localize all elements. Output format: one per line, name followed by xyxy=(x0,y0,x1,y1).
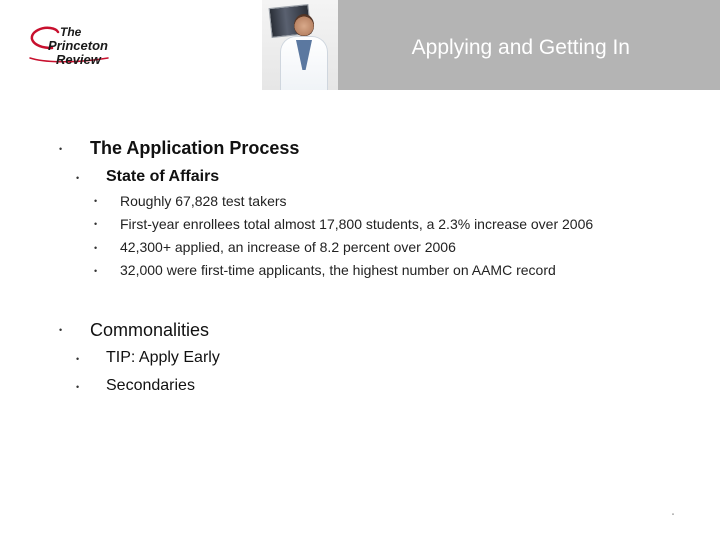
section-heading-application-process: The Application Process xyxy=(90,138,300,158)
list-item: 42,300+ applied, an increase of 8.2 percent over 2006 xyxy=(120,239,456,255)
bullet: • xyxy=(76,382,80,392)
bullet: • xyxy=(59,325,63,335)
slide-title: Applying and Getting In xyxy=(411,36,630,59)
list-item: 32,000 were first-time applicants, the highest number on AAMC record xyxy=(120,262,556,278)
bullet: • xyxy=(94,219,98,229)
list-item: First-year enrollees total almost 17,800 students, a 2.3% increase over 2006 xyxy=(120,216,594,232)
bullet: • xyxy=(59,144,63,154)
list-item: TIP: Apply Early xyxy=(106,349,220,366)
bullet: • xyxy=(94,266,98,276)
logo-princeton: Princeton xyxy=(48,38,108,53)
bullet: • xyxy=(94,196,98,206)
bullet: • xyxy=(94,243,98,253)
princeton-review-logo xyxy=(22,18,122,70)
title-band xyxy=(338,0,720,90)
section-heading-commonalities: Commonalities xyxy=(90,320,210,340)
bullet: • xyxy=(76,354,80,364)
list-item: Roughly 67,828 test takers xyxy=(120,193,287,209)
subheading-state-of-affairs: State of Affairs xyxy=(106,168,220,185)
logo-review: Review xyxy=(56,52,101,67)
doctor-photo xyxy=(262,0,338,90)
logo-the: The xyxy=(60,25,82,39)
doctor-head xyxy=(294,14,314,36)
list-item: Secondaries xyxy=(106,377,195,394)
bullet: • xyxy=(76,173,80,183)
page-number: " xyxy=(672,514,675,520)
